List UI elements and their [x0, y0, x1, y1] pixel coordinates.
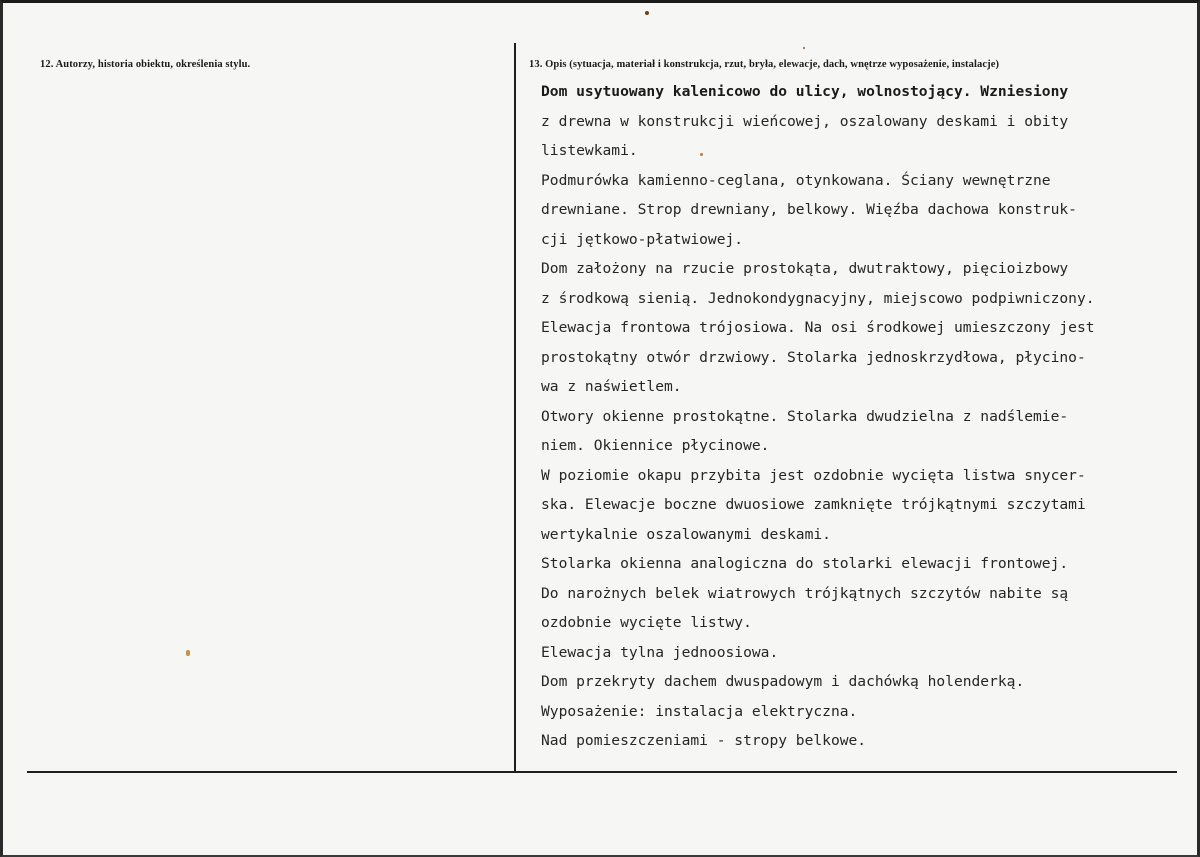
description-line: Dom usytuowany kalenicowo do ulicy, wolnostojący. Wzniesiony	[541, 83, 1069, 100]
section-bottom-rule	[27, 771, 1177, 773]
description-line: Stolarka okienna analogiczna do stolarki elewacji frontowej.	[541, 555, 1069, 572]
description-line: Wyposażenie: instalacja elektryczna.	[541, 702, 858, 720]
paper-speck	[803, 47, 805, 49]
description-line: Elewacja tylna jednoosiowa.	[541, 643, 779, 661]
description-line: z drewna w konstrukcji wieńcowej, oszalowany deskami i obity	[541, 112, 1069, 130]
column-divider	[514, 43, 516, 771]
description-line: Otwory okienne prostokątne. Stolarka dwudzielna z nadślemie-	[541, 407, 1069, 425]
description-line: ozdobnie wycięte listwy.	[541, 614, 752, 631]
description-line: W poziomie okapu przybita jest ozdobnie wycięta listwa snycer-	[541, 466, 1086, 484]
field-12-heading: 12. Autorzy, historia obiektu, określenia stylu.	[40, 59, 251, 70]
description-typed-text	[541, 77, 1095, 756]
description-line: cji jętkowo-płatwiowej.	[541, 230, 744, 248]
description-line: prostokątny otwór drzwiowy. Stolarka jednoskrzydłowa, płycino-	[541, 348, 1086, 366]
description-line: niem. Okiennice płycinowe.	[541, 437, 770, 454]
description-line: wa z naświetlem.	[541, 378, 682, 395]
description-line: ska. Elewacje boczne dwuosiowe zamknięte trójkątnymi szczytami	[541, 496, 1086, 513]
description-line: z środkową sienią. Jednokondygnacyjny, miejscowo podpiwniczony.	[541, 289, 1095, 307]
description-line: Dom przekryty dachem dwuspadowym i dachówką holenderką.	[541, 673, 1025, 690]
description-line: Do narożnych belek wiatrowych trójkątnych szczytów nabite są	[541, 584, 1069, 602]
paper-speck	[186, 650, 190, 656]
description-line: Elewacja frontowa trójosiowa. Na osi środkowej umieszczony jest	[541, 319, 1095, 336]
paper-speck	[645, 11, 649, 15]
description-line: Nad pomieszczeniami - stropy belkowe.	[541, 732, 867, 749]
description-line: drewniane. Strop drewniany, belkowy. Więźba dachowa konstruk-	[541, 201, 1077, 218]
description-line: Dom założony na rzucie prostokąta, dwutraktowy, pięcioizbowy	[541, 260, 1069, 277]
description-line: Podmurówka kamienno-ceglana, otynkowana. Ściany wewnętrzne	[541, 171, 1051, 189]
description-line: wertykalnie oszalowanymi deskami.	[541, 525, 831, 543]
description-line: listewkami.	[541, 142, 638, 159]
field-13-heading: 13. Opis (sytuacja, materiał i konstrukcja, rzut, bryła, elewacje, dach, wnętrze wyposażenie, instalacje)	[529, 59, 1000, 70]
paper-speck	[700, 153, 703, 156]
